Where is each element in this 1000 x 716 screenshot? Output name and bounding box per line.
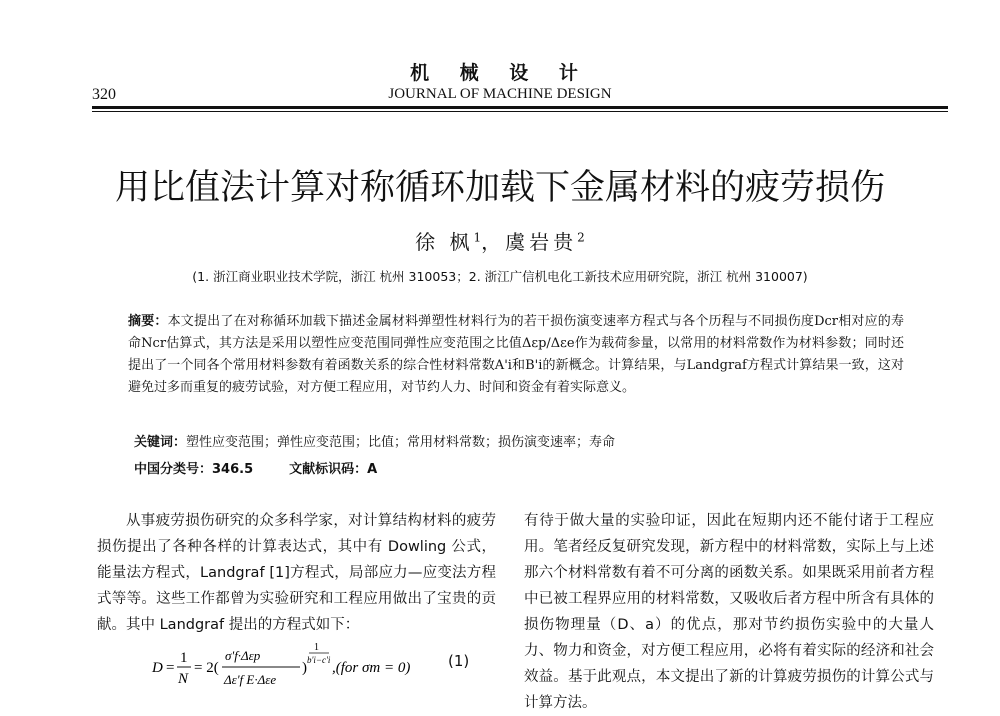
header-rule-thick bbox=[92, 106, 948, 109]
eq-close: ) bbox=[302, 660, 307, 676]
author-line bbox=[0, 226, 1000, 255]
body-paragraph-right: 有待于做大量的实验印证，因此在短期内还不能付诸于工程应用。笔者经反复研究发现，新方程中的材料常数，实际上与上述那六个材料常数有着不可分离的函数关系。如果既采用前者方程中已被工程界应用的材料常数，又吸收后者方程中所含有具体的损伤物理量（D、a）的优点，那对节约损伤实验中的大量人力、物力和资金，对方便工程应用，必将有着实际的经济和社会效益。基于此观点，本文提出了新的计算疲劳损伤的计算公式与计算方法。 bbox=[524, 513, 934, 711]
eq-exp-num: 1 bbox=[314, 642, 319, 653]
keywords-text: 塑性应变范围；弹性应变范围；比值；常用材料常数；损伤演变速率；寿命 bbox=[186, 435, 616, 450]
eq-condition: ,(for σm = 0) bbox=[332, 660, 411, 676]
eq-lhs: D bbox=[152, 660, 163, 676]
classification-line bbox=[134, 458, 377, 477]
author-1: 徐 枫 bbox=[415, 230, 474, 254]
eq-numerator: σ'f·Δεp bbox=[225, 648, 261, 663]
equation-1 bbox=[150, 640, 490, 696]
body-column-left bbox=[97, 508, 496, 638]
abstract-label: 摘要： bbox=[128, 314, 168, 329]
doc-code-value: A bbox=[367, 462, 378, 477]
abstract bbox=[128, 311, 904, 399]
affiliation: (1. 浙江商业职业技术学院，浙江 杭州 310053；2. 浙江广信机电化工新技术应用研究院，浙江 杭州 310007) bbox=[192, 269, 808, 284]
eq-N: N bbox=[178, 671, 189, 687]
eq-one: 1 bbox=[180, 650, 188, 666]
paper-title: 用比值法计算对称循环加载下金属材料的疲劳损伤 bbox=[114, 168, 885, 208]
eq-two: = 2( bbox=[194, 660, 219, 676]
body-column-right bbox=[524, 508, 934, 716]
eq-denominator: Δε'f E·Δεe bbox=[224, 672, 277, 687]
eq-equals: = bbox=[166, 660, 175, 676]
clc-label: 中国分类号： bbox=[134, 462, 213, 477]
author-2-affil: 2 bbox=[577, 230, 585, 245]
body-paragraph-left: 从事疲劳损伤研究的众多科学家，对计算结构材料的疲劳损伤提出了各种各样的计算表达式，其中有 Dowling 公式，能量法方程式，Landgraf [1]方程式，局部应力—应变法方程式等等。这些工作都曾为实验研究和工程应用做出了宝贵的贡献。其中 Landgraf 提出的方程式如下： bbox=[97, 513, 496, 633]
keywords bbox=[134, 431, 904, 450]
equation-number: (1) bbox=[448, 652, 470, 670]
author-separator: ， bbox=[481, 230, 506, 254]
author-2: 虞岩贵 bbox=[505, 230, 578, 254]
doc-code-label: 文献标识码： bbox=[289, 462, 368, 477]
journal-title-en: JOURNAL OF MACHINE DESIGN bbox=[388, 86, 612, 102]
author-1-affil: 1 bbox=[473, 230, 482, 245]
eq-exp-den: b'i−c'i bbox=[307, 655, 331, 665]
keywords-label: 关键词： bbox=[134, 435, 187, 450]
header-rule-thin bbox=[92, 111, 948, 112]
page-number: 320 bbox=[92, 86, 116, 103]
clc-value: 346.5 bbox=[212, 462, 254, 477]
journal-title-cn: 机 械 设 计 bbox=[410, 62, 590, 84]
abstract-text: 本文提出了在对称循环加载下描述金属材料弹塑性材料行为的若干损伤演变速率方程式与各个历程与不同损伤度Dcr相对应的寿命Ncr估算式，其方法是采用以塑性应变范围同弹性应变范围之比值Δεp/Δεe作为载荷参量，以常用的材料常数作为材料参数；同时还提出了一个同各个常用材料参数有着函数关系的综合性材料常数A'i和B'i的新概念。计算结果，与Landgraf方程式计算结果一致，这对避免过多而重复的疲劳试验，对方便工程应用，对节约人力、时间和资金有着实际意义。 bbox=[128, 314, 904, 395]
